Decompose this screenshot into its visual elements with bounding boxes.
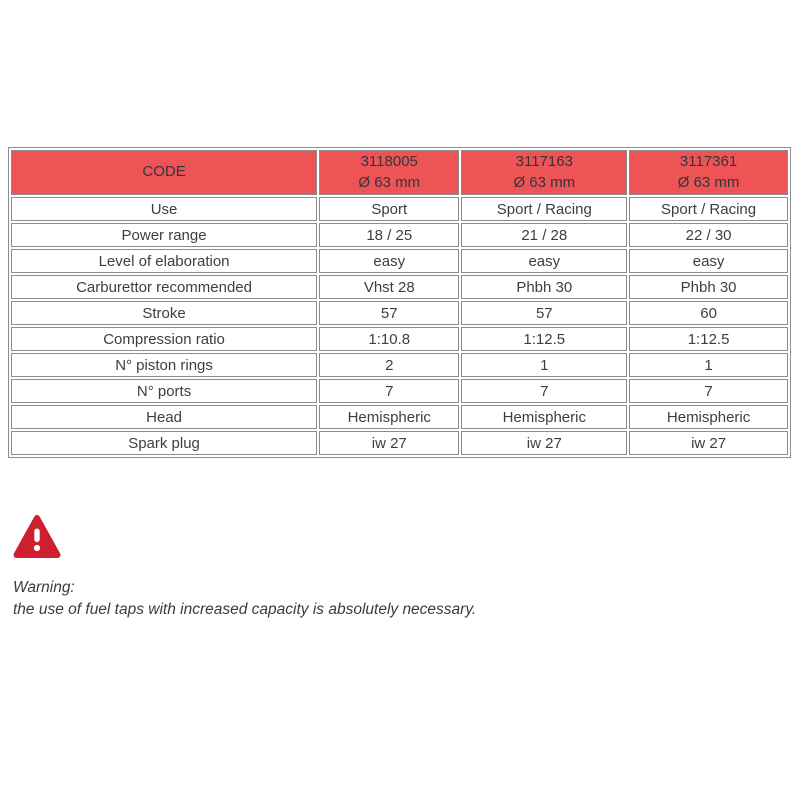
row-value: 1 [629, 353, 788, 377]
row-value: 60 [629, 301, 788, 325]
row-value: 22 / 30 [629, 223, 788, 247]
row-value: iw 27 [319, 431, 459, 455]
row-value: 57 [319, 301, 459, 325]
row-value: Phbh 30 [629, 275, 788, 299]
warning-note [13, 577, 476, 621]
row-value: 1:10.8 [319, 327, 459, 351]
row-label: Spark plug [11, 431, 317, 455]
spec-table [8, 147, 791, 458]
header-cell-code: CODE [11, 150, 317, 195]
table-row-level-of-elaboration [11, 249, 788, 273]
row-value: easy [629, 249, 788, 273]
table-row-compression-ratio [11, 327, 788, 351]
row-value: Hemispheric [461, 405, 627, 429]
row-value: 1:12.5 [461, 327, 627, 351]
table-header-row [11, 150, 788, 195]
table-row-power-range [11, 223, 788, 247]
row-value: 1 [461, 353, 627, 377]
row-value: 21 / 28 [461, 223, 627, 247]
warning-triangle-icon [13, 513, 61, 561]
row-label: N° ports [11, 379, 317, 403]
row-label: Carburettor recommended [11, 275, 317, 299]
row-label: Power range [11, 223, 317, 247]
row-value: Hemispheric [629, 405, 788, 429]
row-label: Stroke [11, 301, 317, 325]
table-row-carburettor [11, 275, 788, 299]
row-value: 57 [461, 301, 627, 325]
row-value: 7 [629, 379, 788, 403]
row-value: 7 [319, 379, 459, 403]
row-label: Level of elaboration [11, 249, 317, 273]
warning-title: Warning: [13, 579, 75, 596]
table-row-spark-plug [11, 431, 788, 455]
row-value: 1:12.5 [629, 327, 788, 351]
product-code: 3117163 [515, 153, 573, 171]
row-value: easy [461, 249, 627, 273]
row-value: 18 / 25 [319, 223, 459, 247]
header-cell-product-1 [319, 150, 459, 195]
row-label: N° piston rings [11, 353, 317, 377]
table-row-use [11, 197, 788, 221]
table-row-ports [11, 379, 788, 403]
row-value: 2 [319, 353, 459, 377]
warning-message: the use of fuel taps with increased capacity is absolutely necessary. [13, 601, 477, 618]
spec-table-container [8, 147, 791, 458]
table-row-stroke [11, 301, 788, 325]
product-code: 3118005 [360, 153, 418, 171]
row-value: Vhst 28 [319, 275, 459, 299]
row-value: iw 27 [461, 431, 627, 455]
product-diameter: Ø 63 mm [513, 173, 576, 191]
header-cell-product-2 [461, 150, 627, 195]
table-row-piston-rings [11, 353, 788, 377]
header-cell-product-3 [629, 150, 788, 195]
row-label: Compression ratio [11, 327, 317, 351]
row-value: Hemispheric [319, 405, 459, 429]
row-value: iw 27 [629, 431, 788, 455]
product-diameter: Ø 63 mm [358, 173, 421, 191]
row-value: Sport [319, 197, 459, 221]
table-row-head [11, 405, 788, 429]
row-label: Use [11, 197, 317, 221]
row-label: Head [11, 405, 317, 429]
product-code: 3117361 [679, 153, 738, 171]
row-value: Sport / Racing [461, 197, 627, 221]
row-value: Phbh 30 [461, 275, 627, 299]
product-diameter: Ø 63 mm [677, 173, 740, 191]
row-value: easy [319, 249, 459, 273]
row-value: 7 [461, 379, 627, 403]
row-value: Sport / Racing [629, 197, 788, 221]
